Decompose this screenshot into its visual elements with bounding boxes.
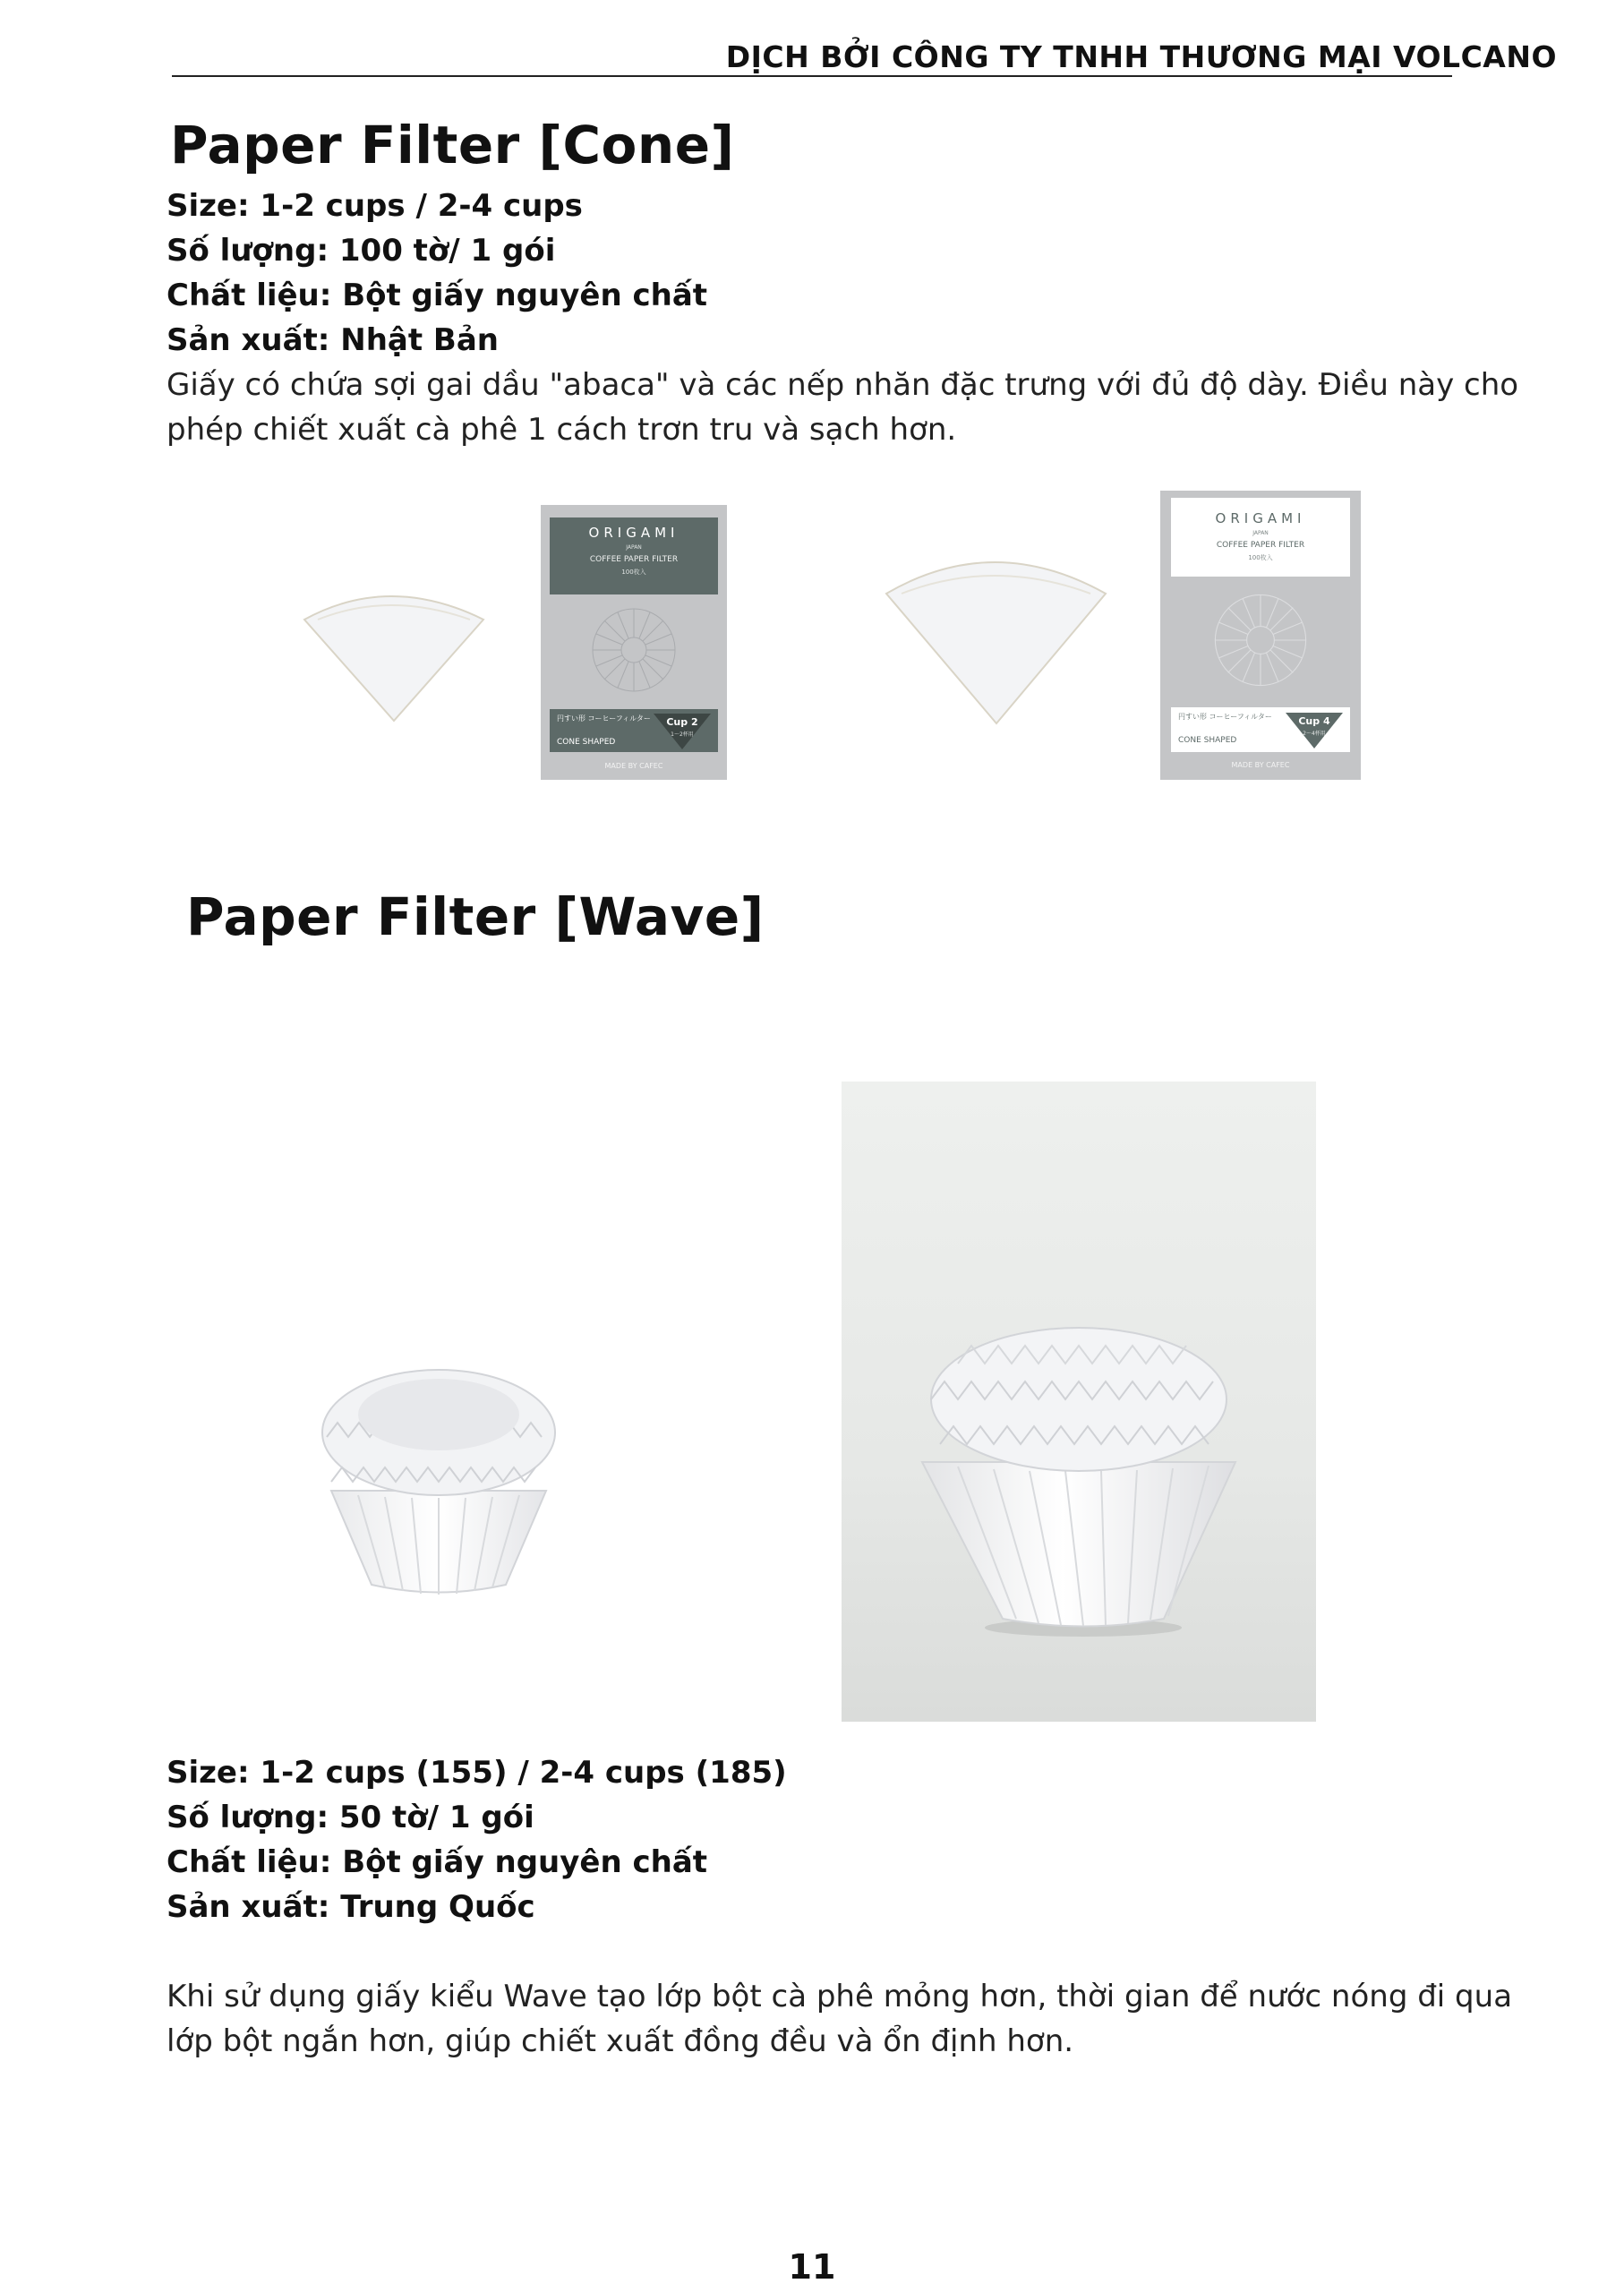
- wave-spec-quantity: Số lượng: 50 tờ/ 1 gói: [167, 1800, 534, 1835]
- wave-description: Khi sử dụng giấy kiểu Wave tạo lớp bột cà phê mỏng hơn, thời gian để nước nóng đi qua lớp bột ngắn hơn, giúp chiết xuất đồng đều và ổn định hơn.: [167, 1979, 1513, 2059]
- cone-spec-origin: Sản xuất: Nhật Bản: [167, 322, 499, 358]
- cone-description: Giấy có chứa sợi gai dầu "abaca" và các nếp nhăn đặc trưng với đủ độ dày. Điều này cho phép chiết xuất cà phê 1 cách trơn tru và sạch hơn.: [167, 367, 1519, 448]
- cone-filter-large-image: [882, 544, 1110, 725]
- package-cup: Cup 4: [1298, 715, 1330, 727]
- package-cup: Cup 2: [666, 716, 698, 728]
- wave-filter-small-image: [304, 1347, 573, 1598]
- cone-spec-quantity: Số lượng: 100 tờ/ 1 gói: [167, 233, 556, 269]
- package-maker: MADE BY CAFEC: [604, 762, 663, 770]
- cone-spec-material: Chất liệu: Bột giấy nguyên chất: [167, 278, 708, 313]
- cone-package-cup4: [1160, 491, 1361, 780]
- page-number: 11: [788, 2247, 836, 2287]
- package-count: 100枚入: [1248, 554, 1273, 561]
- package-product: COFFEE PAPER FILTER: [589, 555, 679, 564]
- cone-spec-size: Size: 1-2 cups / 2-4 cups: [167, 188, 583, 224]
- package-sub: JAPAN: [626, 544, 642, 551]
- package-filter-emblem: [589, 605, 679, 695]
- header-rule: [172, 75, 1452, 77]
- wave-spec-size: Size: 1-2 cups (155) / 2-4 cups (185): [167, 1755, 787, 1791]
- wave-spec-origin: Sản xuất: Trung Quốc: [167, 1889, 535, 1925]
- package-jp-label: 円すい形 コーヒーフィルター: [557, 714, 651, 723]
- package-sub: JAPAN: [1252, 530, 1269, 536]
- package-filter-emblem: [1211, 591, 1310, 689]
- package-cup-sub: 1〜2杯用: [671, 731, 694, 738]
- cone-package-cup2: [541, 505, 727, 780]
- wave-filter-photo: [842, 1082, 1316, 1722]
- package-count: 100枚入: [621, 569, 646, 576]
- package-cup-sub: 2〜4杯用: [1303, 731, 1326, 737]
- package-product: COFFEE PAPER FILTER: [1216, 541, 1305, 550]
- wave-spec-material: Chất liệu: Bột giấy nguyên chất: [167, 1844, 708, 1880]
- package-jp-label: 円すい形 コーヒーフィルター: [1178, 713, 1272, 721]
- cone-filter-small-image: [300, 582, 488, 725]
- wave-filter-photo-image: [904, 1310, 1253, 1641]
- package-brand: ORIGAMI: [588, 525, 680, 541]
- package-maker: MADE BY CAFEC: [1231, 761, 1290, 769]
- package-shape: CONE SHAPED: [557, 738, 616, 747]
- package-brand: ORIGAMI: [1215, 510, 1306, 526]
- header-company: DỊCH BỞI CÔNG TY TNHH THƯƠNG MẠI VOLCANO: [725, 39, 1557, 74]
- wave-section-title: Paper Filter [Wave]: [186, 886, 765, 947]
- cone-section-title: Paper Filter [Cone]: [170, 115, 735, 175]
- package-shape: CONE SHAPED: [1178, 736, 1237, 745]
